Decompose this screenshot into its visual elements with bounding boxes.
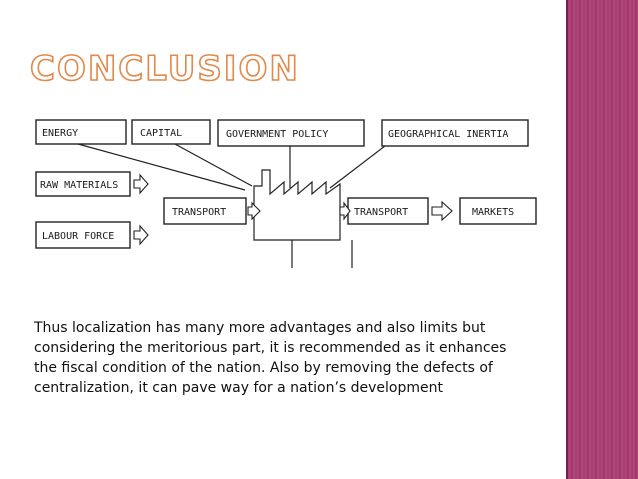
connector-capital <box>175 144 252 186</box>
transport-in-label: TRANSPORT <box>172 207 227 218</box>
capital-box <box>132 120 210 144</box>
government-policy-box <box>218 120 364 146</box>
arrow-raw-materials-icon <box>134 175 148 193</box>
paragraph-line: the fiscal condition of the nation. Also by removing the defects of <box>34 360 493 376</box>
factory-icon <box>254 170 340 240</box>
transport-out-label: TRANSPORT <box>354 207 409 218</box>
arrow-labour-force-icon <box>134 226 148 244</box>
raw-materials-label: RAW MATERIALS <box>40 180 119 191</box>
markets-label: MARKETS <box>472 207 515 218</box>
paragraph-line: Thus localization has many more advantages and also limits but <box>34 320 486 336</box>
transport-in-box <box>164 198 246 224</box>
geographical-inertia-box <box>382 120 528 146</box>
markets-box <box>460 198 536 224</box>
transport-out-box <box>348 198 428 224</box>
geographical-inertia-label: GEOGRAPHICAL INERTIA <box>388 129 509 140</box>
capital-label: CAPITAL <box>140 128 183 139</box>
energy-box <box>36 120 126 144</box>
paragraph-line: considering the meritorious part, it is recommended as it enhances <box>34 340 507 356</box>
paragraph-line: centralization, it can pave way for a nation’s development <box>34 380 443 396</box>
energy-label: ENERGY <box>42 128 79 139</box>
decorative-sidebar <box>568 0 638 479</box>
government-policy-label: GOVERNMENT POLICY <box>226 129 329 140</box>
slide-title: CONCLUSION <box>30 49 300 89</box>
localization-factors-diagram <box>30 108 550 296</box>
labour-force-box <box>36 222 130 248</box>
labour-force-label: LABOUR FORCE <box>42 231 115 242</box>
raw-materials-box <box>36 172 130 196</box>
arrow-to-markets-icon <box>432 202 452 220</box>
conclusion-paragraph <box>34 318 568 398</box>
